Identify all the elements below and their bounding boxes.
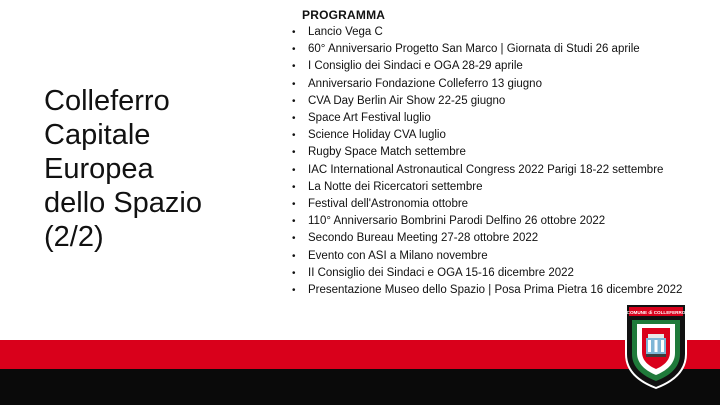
bullet-icon: • (292, 285, 296, 297)
list-item (292, 110, 682, 127)
list-item-text: Lancio Vega C (308, 26, 383, 38)
list-item (292, 76, 682, 93)
list-item (292, 24, 682, 41)
bullet-icon: • (292, 267, 296, 279)
list-item-text: 60° Anniversario Progetto San Marco | Giornata di Studi 26 aprile (308, 43, 640, 56)
list-item (292, 58, 682, 75)
black-band (0, 369, 720, 405)
title-line: Colleferro (44, 85, 170, 117)
list-item (292, 196, 682, 213)
list-item-text: Festival dell'Astronomia ottobre (308, 198, 469, 211)
list-item-text: Presentazione Museo dello Spazio | Posa Prima Pietra 16 dicembre 2022 (308, 284, 683, 297)
coat-of-arms-icon (622, 300, 690, 390)
bullet-icon: • (292, 113, 296, 125)
list-item (292, 162, 682, 179)
list-item-text: Secondo Bureau Meeting 27-28 ottobre 2022 (308, 232, 539, 245)
list-item-text: Anniversario Fondazione Colleferro 13 giugno (308, 77, 542, 90)
list-item (292, 265, 682, 282)
bullet-icon: • (292, 61, 296, 73)
list-item (292, 213, 682, 230)
list-item-text: Space Art Festival luglio (308, 112, 431, 125)
list-item-text: La Notte dei Ricercatori settembre (308, 180, 483, 193)
list-item-text: Science Holiday CVA luglio (308, 129, 446, 142)
program-heading: PROGRAMMA (302, 8, 386, 22)
title-line: (2/2) (44, 221, 104, 253)
title-line: Capitale (44, 119, 151, 151)
title-line: dello Spazio (44, 187, 202, 219)
red-band (0, 340, 720, 369)
list-item (292, 230, 682, 247)
list-item-text: IAC International Astronautical Congress 2022 Parigi 18-22 settembre (308, 163, 664, 176)
bullet-icon: • (292, 44, 296, 56)
bullet-icon: • (292, 147, 296, 159)
bullet-icon: • (292, 95, 296, 107)
bullet-icon: • (292, 216, 296, 228)
list-item (292, 93, 682, 110)
bullet-icon: • (292, 250, 296, 262)
emblem-text: COMUNE di COLLEFERRO (626, 310, 686, 315)
list-item (292, 282, 682, 299)
bullet-icon: • (292, 164, 296, 176)
bullet-icon: • (292, 199, 296, 211)
list-item (292, 248, 682, 265)
title-line: Europea (44, 153, 154, 185)
list-item-text: CVA Day Berlin Air Show 22-25 giugno (308, 94, 506, 107)
bullet-icon: • (292, 27, 296, 38)
list-item (292, 144, 682, 161)
bullet-icon: • (292, 130, 296, 142)
bullet-icon: • (292, 233, 296, 245)
list-item (292, 179, 682, 196)
slide-title (44, 84, 244, 254)
list-item (292, 127, 682, 144)
list-item-text: 110° Anniversario Bombrini Parodi Delfino 26 ottobre 2022 (308, 215, 606, 228)
list-item-text: II Consiglio dei Sindaci e OGA 15-16 dicembre 2022 (308, 266, 574, 279)
list-item-text: I Consiglio dei Sindaci e OGA 28-29 aprile (308, 60, 523, 73)
list-item-text: Rugby Space Match settembre (308, 146, 466, 159)
list-item-text: Evento con ASI a Milano novembre (308, 249, 488, 262)
list-item (292, 41, 682, 58)
coat-of-arms-svg (622, 300, 690, 390)
bullet-icon: • (292, 78, 296, 90)
program-list (292, 24, 682, 299)
bullet-icon: • (292, 181, 296, 193)
